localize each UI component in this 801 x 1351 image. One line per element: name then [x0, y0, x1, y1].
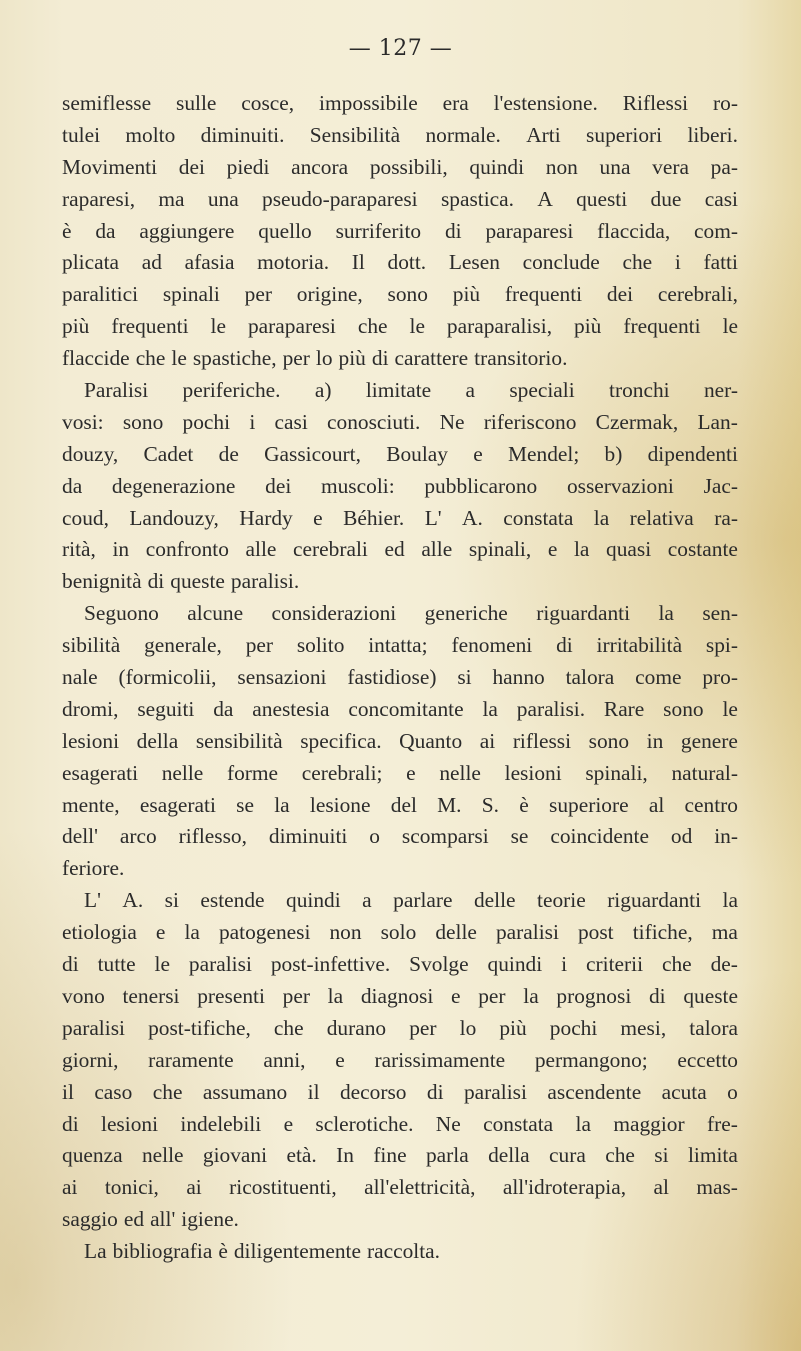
text-line: tulei molto diminuiti. Sensibilità normale. Arti superiori liberi.: [62, 122, 738, 147]
text-line: ai tonici, ai ricostituenti, all'elettricità, all'idroterapia, al mas-: [62, 1175, 738, 1200]
page-number: — 127 —: [348, 36, 453, 61]
text-line: saggio ed all' igiene.: [62, 1207, 239, 1232]
text-line: nale (formicolii, sensazioni fastidiose) si hanno talora come pro-: [62, 665, 738, 690]
text-line: dromi, seguiti da anestesia concomitante la paralisi. Rare sono le: [62, 696, 738, 721]
text-line: di lesioni indelebili e sclerotiche. Ne constata la maggior fre-: [62, 1111, 738, 1136]
text-line: dell' arco riflesso, diminuiti o scomparsi se coincidente od in-: [62, 824, 738, 849]
text-line: paralisi post-tifiche, che durano per lo più pochi mesi, talora: [62, 1015, 738, 1040]
text-line: più frequenti le paraparesi che le paraparalisi, più frequenti le: [62, 314, 738, 339]
text-line: di tutte le paralisi post-infettive. Svolge quindi i criterii che de-: [62, 952, 738, 977]
text-line: flaccide che le spastiche, per lo più di carattere transitorio.: [62, 346, 568, 371]
text-line: rità, in confronto alle cerebrali ed alle spinali, e la quasi costante: [62, 537, 738, 562]
body-text: [62, 88, 738, 1268]
text-line: La bibliografia è diligentemente raccolta.: [84, 1239, 441, 1264]
text-line: Seguono alcune considerazioni generiche riguardanti la sen-: [84, 601, 738, 626]
text-line: lesioni della sensibilità specifica. Quanto ai riflessi sono in genere: [62, 728, 738, 753]
text-line: paralitici spinali per origine, sono più frequenti dei cerebrali,: [62, 282, 738, 307]
text-line: vosi: sono pochi i casi conosciuti. Ne riferiscono Czermak, Lan-: [62, 409, 738, 434]
text-line: è da aggiungere quello surriferito di paraparesi flaccida, com-: [62, 218, 738, 243]
section-heading-line: Paralisi periferiche. a) limitate a speciali tronchi ner-: [84, 378, 738, 403]
text-line: L' A. si estende quindi a parlare delle teorie riguardanti la: [84, 888, 738, 913]
text-line: esagerati nelle forme cerebrali; e nelle lesioni spinali, natural-: [62, 760, 738, 785]
text-line: raparesi, ma una pseudo-paraparesi spastica. A questi due casi: [62, 186, 738, 211]
text-line: da degenerazione dei muscoli: pubblicarono osservazioni Jac-: [62, 473, 738, 498]
text-line: mente, esagerati se la lesione del M. S. è superiore al centro: [62, 792, 738, 817]
text-line: semiflesse sulle cosce, impossibile era l'estensione. Riflessi ro-: [62, 91, 738, 115]
text-line: Movimenti dei piedi ancora possibili, quindi non una vera pa-: [62, 154, 738, 179]
text-line: douzy, Cadet de Gassicourt, Boulay e Mendel; b) dipendenti: [62, 441, 738, 466]
text-line: plicata ad afasia motoria. Il dott. Lesen conclude che i fatti: [62, 250, 738, 275]
text-line: feriore.: [62, 856, 125, 881]
text-line: coud, Landouzy, Hardy e Béhier. L' A. constata la relativa ra-: [62, 505, 738, 530]
text-line: sibilità generale, per solito intatta; fenomeni di irritabilità spi-: [62, 633, 738, 658]
text-line: vono tenersi presenti per la diagnosi e per la prognosi di queste: [62, 983, 738, 1008]
text-line: benignità di queste paralisi.: [62, 569, 300, 594]
text-line: giorni, raramente anni, e rarissimamente permangono; eccetto: [62, 1047, 738, 1072]
text-line: etiologia e la patogenesi non solo delle paralisi post tifiche, ma: [62, 920, 738, 945]
text-line: il caso che assumano il decorso di paralisi ascendente acuta o: [62, 1079, 738, 1104]
text-line: quenza nelle giovani età. In fine parla della cura che si limita: [62, 1143, 738, 1168]
